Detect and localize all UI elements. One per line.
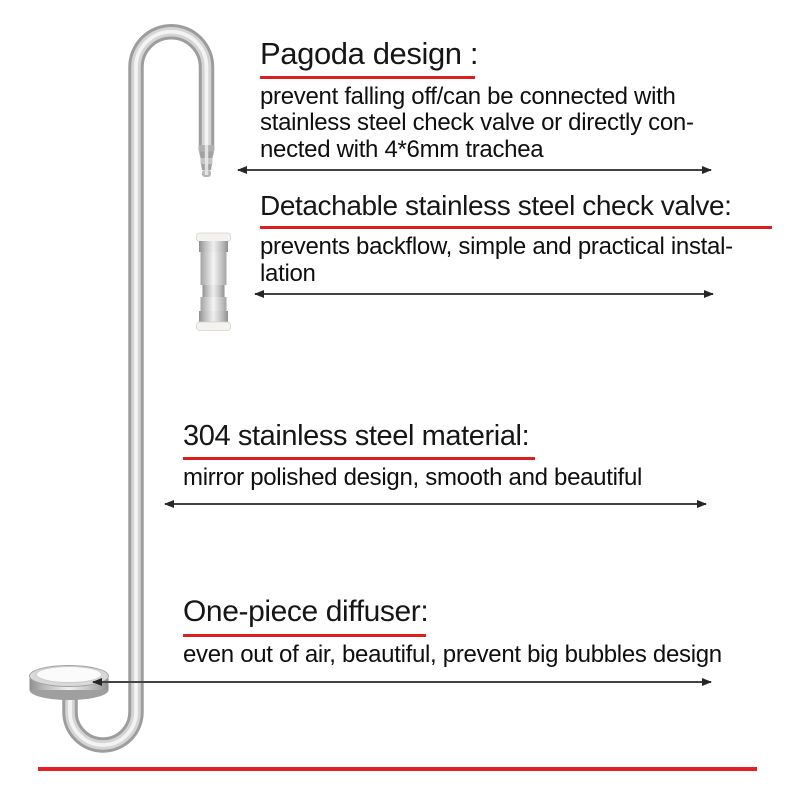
double-arrow-material [165, 503, 706, 505]
pagoda-tip [199, 145, 215, 177]
diffuser-product-photo [0, 0, 250, 790]
annotation-diffuser [183, 595, 722, 668]
annotation-heading: One-piece diffuser: [183, 595, 429, 628]
annotation-material [183, 420, 642, 492]
body-line: even out of air, beautiful, prevent big bubbles design [183, 640, 722, 668]
annotation-body [260, 234, 772, 287]
body-line: stainless steel check valve or directly con- [260, 109, 694, 137]
annotation-body [183, 465, 642, 492]
annotation-heading: Detachable stainless steel check valve: [260, 190, 732, 221]
body-line: prevent falling off/can be connected with [260, 82, 676, 110]
red-divider-line [38, 767, 757, 771]
body-line: nected with 4*6mm trachea [260, 135, 544, 163]
annotation-body [260, 84, 694, 164]
annotation-heading: Pagoda design : [260, 36, 479, 71]
double-arrow-diffuser [93, 681, 711, 683]
red-underline [183, 634, 426, 637]
annotation-check-valve [260, 190, 772, 287]
check-valve [197, 233, 231, 331]
body-line: lation [260, 259, 316, 287]
annotation-pagoda-design [260, 36, 694, 163]
annotation-body [183, 642, 722, 669]
annotation-heading: 304 stainless steel material: [183, 420, 530, 452]
body-line: mirror polished design, smooth and beautiful [183, 464, 643, 492]
red-underline [260, 76, 475, 79]
double-arrow-check-valve [255, 293, 713, 295]
red-underline [183, 457, 535, 460]
body-line: prevents backflow, simple and practical instal- [260, 233, 733, 261]
double-arrow-pagoda [238, 169, 711, 171]
red-underline [260, 226, 772, 229]
